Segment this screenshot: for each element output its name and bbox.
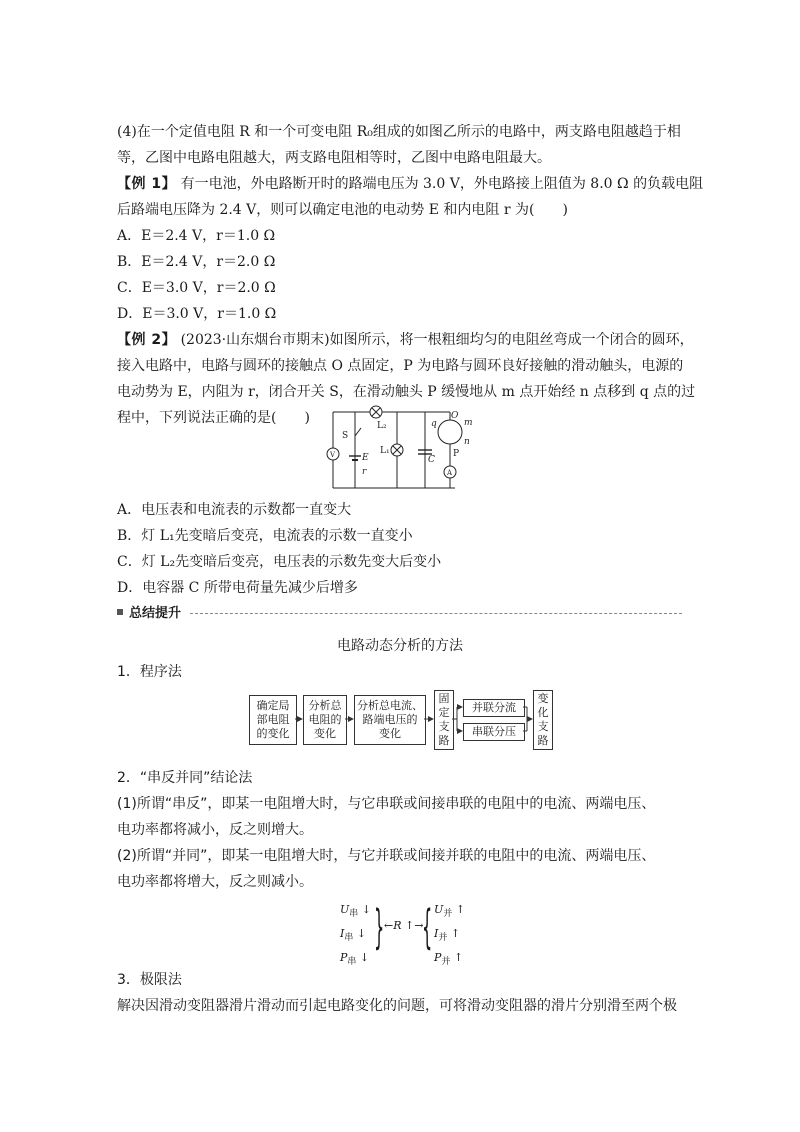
example2-option-b: B．灯 L₁先变暗后变亮，电流表的示数一直变小: [117, 528, 413, 544]
example1-option-d: D．E＝3.0 V，r＝1.0 Ω: [117, 306, 277, 322]
method2-p1-line2: 电功率都将减小，反之则增大。: [117, 822, 313, 838]
series-parallel-formula: [340, 900, 470, 968]
i-parallel: $I_并$ ↑: [434, 927, 461, 944]
example2-option-c: C．灯 L₂先变暗后变亮，电压表的示数先变大后变小: [117, 554, 442, 570]
para4-line1: (4)在一个定值电阻 R 和一个可变电阻 R₀组成的如图乙所示的电路中，两支路电阻越趋于相: [117, 124, 681, 140]
example1-option-c: C．E＝3.0 V，r＝2.0 Ω: [117, 280, 276, 296]
p-parallel: $P_并$ ↑: [434, 951, 464, 968]
para4-line2: 等，乙图中电路电阻越大，两支路电阻相等时，乙图中电路电阻最大。: [117, 150, 551, 166]
u-parallel: $U_并$ ↑: [434, 903, 466, 920]
left-brace: {: [422, 900, 433, 954]
example2-line2: 接入电路中，电路与圆环的接触点 O 点固定，P 为电路与圆环良好接触的滑动触头，电源的: [117, 358, 684, 374]
flow-box-2: 分析总 电阻的 变化: [303, 695, 347, 745]
method1-heading: 1．程序法: [117, 664, 182, 680]
flow-box-5: 并联分流: [463, 699, 525, 717]
example2-line4: 程中，下列说法正确的是( ): [117, 410, 310, 426]
flow-box-3: 分析总电流、 路端电压的 变化: [354, 695, 426, 745]
method3-heading: 3．极限法: [117, 972, 182, 988]
example2-line3: 电动势为 E，内阻为 r，闭合开关 S，在滑动触头 P 缓慢地从 m 点开始经 n 点移到 q 点的过: [117, 384, 696, 400]
label-m: m: [464, 418, 473, 428]
flow-box-1: 确定局 部电阻 的变化: [249, 695, 297, 745]
flow-box-4: 固 定 支 路: [434, 690, 454, 750]
method2-p2-line1: (2)所谓“并同”，即某一电阻增大时，与它并联或间接并联的电阻中的电流、两端电压、: [117, 848, 656, 864]
summary-header-text: 总结提升: [129, 606, 182, 621]
label-l1: L₁: [380, 446, 390, 456]
label-a: A: [447, 469, 453, 477]
right-brace: }: [374, 900, 385, 954]
example1-option-a: A．E＝2.4 V，r＝1.0 Ω: [117, 228, 276, 244]
label-r: r: [362, 467, 367, 477]
example1-line2: 后路端电压降为 2.4 V，则可以确定电池的电动势 E 和内电阻 r 为( ): [117, 202, 568, 218]
r-arrow: ←R ↑→: [384, 919, 424, 932]
example2-text1: 如图所示，将一根粗细均匀的电阻丝弯成一个闭合的圆环，: [329, 332, 694, 348]
label-c: C: [428, 455, 435, 465]
label-p: P: [453, 449, 460, 459]
example2-tag: 【例 2】: [117, 332, 177, 348]
example1-option-b: B．E＝2.4 V，r＝2.0 Ω: [117, 254, 276, 270]
label-q: q: [431, 419, 437, 429]
label-l2: L₂: [377, 421, 387, 431]
method2-p1-line1: (1)所谓“串反”，即某一电阻增大时，与它串联或间接串联的电阻中的电流、两端电压、: [117, 796, 656, 812]
i-series: $I_串$ ↓: [340, 927, 367, 944]
flow-box-7: 变 化 支 路: [533, 690, 553, 750]
example1-tag: 【例 1】: [117, 176, 177, 192]
example2-source: (2023·山东烟台市期末): [180, 332, 330, 348]
label-v: V: [330, 451, 336, 459]
label-s: S: [342, 431, 349, 441]
summary-title: 电路动态分析的方法: [337, 638, 463, 654]
p-series: $P_串$ ↓: [340, 951, 370, 968]
method2-p2-line2: 电功率都将增大，反之则减小。: [117, 874, 313, 890]
example2-option-d: D．电容器 C 所带电荷量先减少后增多: [117, 580, 358, 596]
example1-text1: 有一电池，外电路断开时的路端电压为 3.0 V，外电路接上阻值为 8.0 Ω 的负载电阻: [180, 176, 704, 192]
method2-heading: 2．“串反并同”结论法: [117, 770, 253, 786]
flow-box-6: 串联分压: [463, 723, 525, 741]
u-series: $U_串$ ↓: [340, 903, 372, 920]
example2-option-a: A．电压表和电流表的示数都一直变大: [117, 502, 352, 518]
label-n: n: [464, 437, 470, 447]
label-e: E: [362, 453, 369, 463]
method3-line1: 解决因滑动变阻器滑片滑动而引起电路变化的问题，可将滑动变阻器的滑片分别滑至两个极: [117, 998, 677, 1014]
label-o: O: [451, 411, 459, 421]
